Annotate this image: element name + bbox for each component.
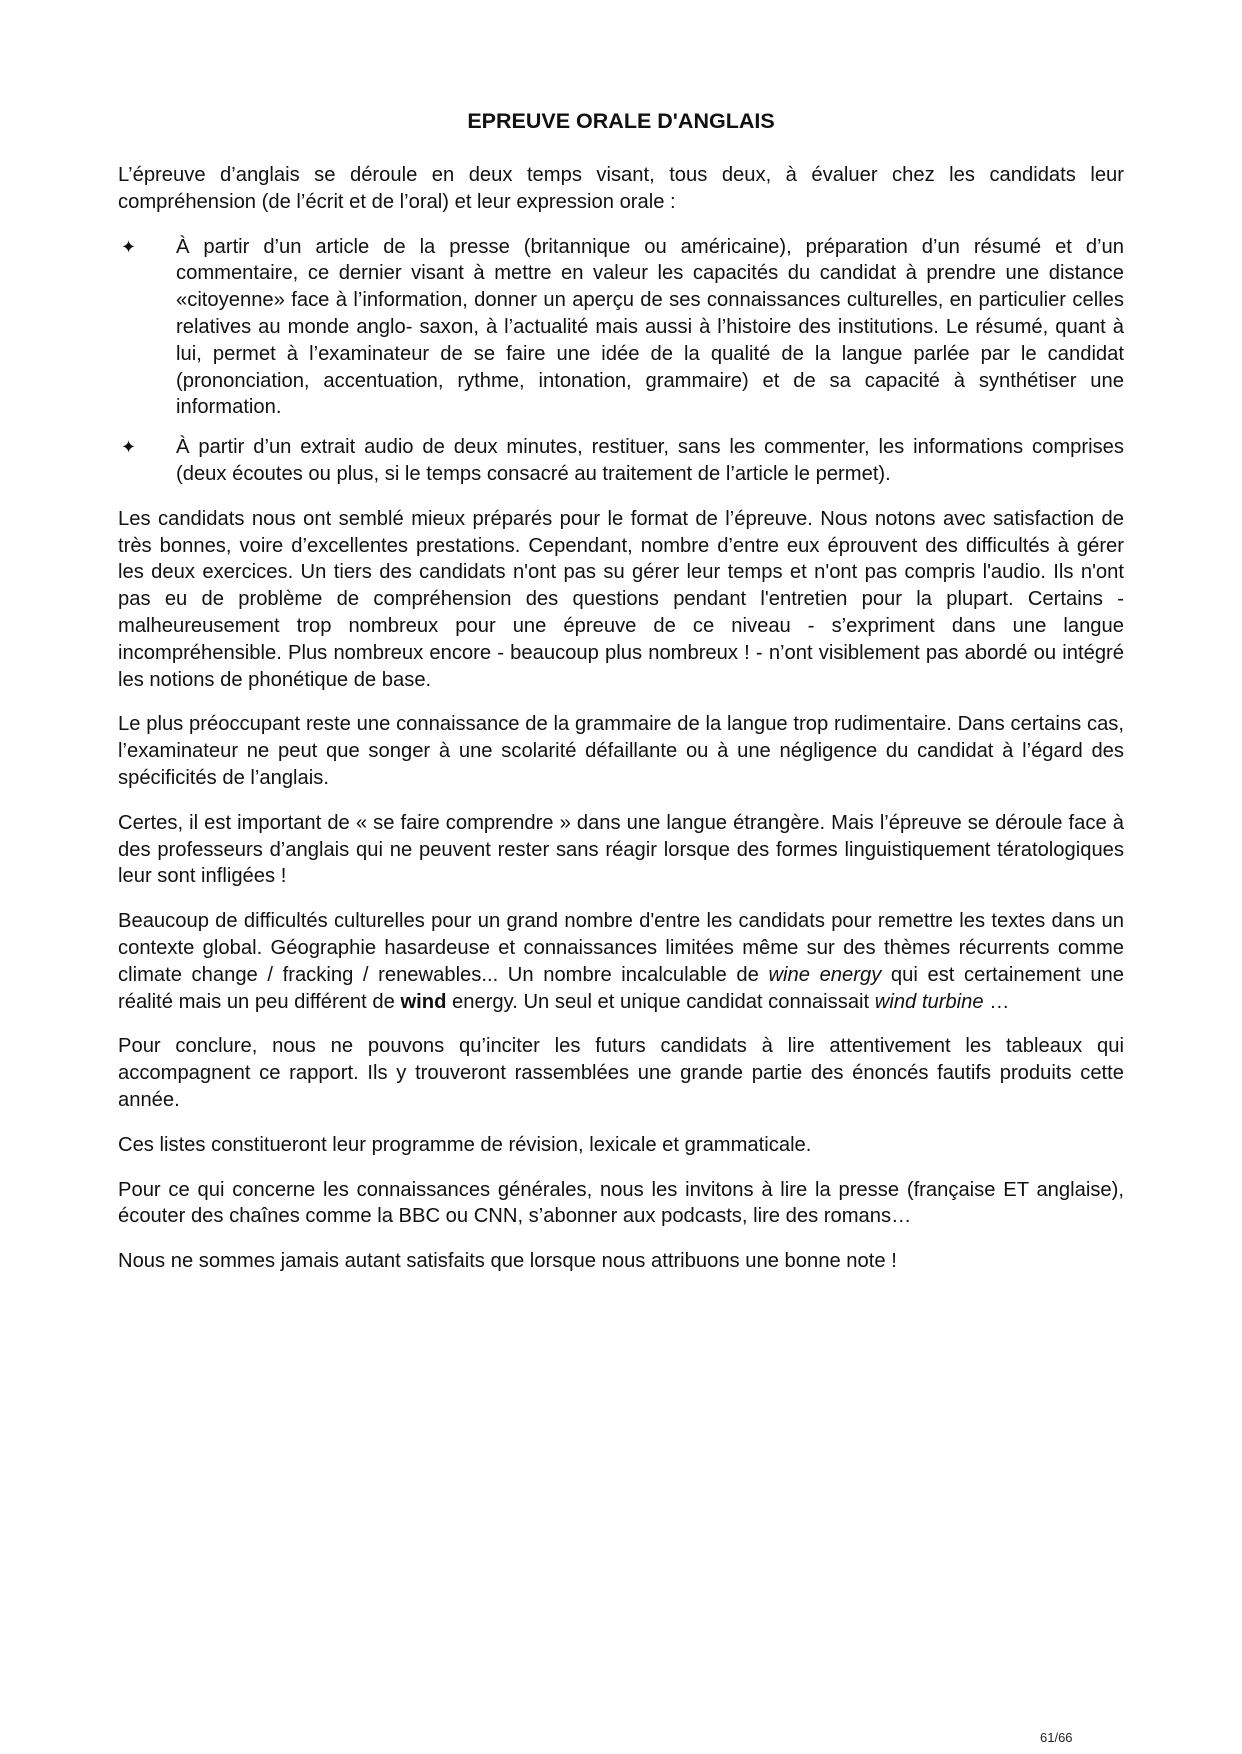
paragraph-conclusion: Pour conclure, nous ne pouvons qu’inciter les futurs candidats à lire attentivement les tableaux qui accompagnent ce rapport. Ils y trouveront rassemblées une grande partie des énoncés fautifs produits cette année.	[118, 1035, 1124, 1111]
italic-term: wind turbine	[874, 990, 984, 1013]
list-item	[118, 434, 1124, 488]
page-title: EPREUVE ORALE D'ANGLAIS	[467, 109, 775, 133]
paragraph-general-knowledge: Pour ce qui concerne les connaissances générales, nous les invitons à lire la presse (française ET anglaise), écouter des chaînes comme la BBC ou CNN, s’abonner aux podcasts, lire des romans…	[118, 1178, 1124, 1228]
document-body	[118, 162, 1124, 1293]
text-run: Beaucoup de difficultés culturelles pour un grand nombre d'entre les candidats pour remettre les textes dans un contexte global. Géographie hasardeuse et connaissances limitées même sur des thèmes récurrents comme climate change / fracking / renewables... Un nombre incalculable de	[118, 910, 1124, 986]
paragraph-closing: Nous ne sommes jamais autant satisfaits que lorsque nous attribuons une bonne note !	[118, 1250, 897, 1273]
page-number: 61/66	[1040, 1730, 1073, 1745]
list-item-text: À partir d’un extrait audio de deux minutes, restituer, sans les commenter, les informations comprises (deux écoutes ou plus, si le temps consacré au traitement de l’article le permet).	[176, 436, 1124, 485]
text-run: qui est certainement une réalité mais un peu différent de	[118, 963, 1125, 1013]
italic-term: wine energy	[768, 963, 882, 986]
paragraph-preparation: Les candidats nous ont semblé mieux préparés pour le format de l’épreuve. Nous notons avec satisfaction de très bonnes, voire d’excellentes prestations. Cependant, nombre d’entre eux éprouvent des difficultés à gérer les deux exercices. Un tiers des candidats n'ont pas su gérer leur temps et n'ont pas compris l'audio. Ils n'ont pas eu de problème de compréhension des questions pendant l'entretien pour la plupart. Certains - malheureusement trop nombreux pour une épreuve de ce niveau - s’expriment dans une langue incompréhensible. Plus nombreux encore - beaucoup plus nombreux ! - n’ont visiblement pas abordé ou intégré les notions de phonétique de base.	[118, 507, 1124, 691]
paragraph-culture	[118, 908, 1124, 1015]
paragraph-comprehension: Certes, il est important de « se faire comprendre » dans une langue étrangère. Mais l’épreuve se déroule face à des professeurs d’anglais qui ne peuvent rester sans réagir lorsque des formes linguistiquement tératologiques leur sont infligées !	[118, 811, 1124, 888]
star-bullet-icon: ✦	[121, 236, 137, 257]
text-run: …	[983, 990, 1010, 1013]
text-run: energy. Un seul et unique candidat connaissait	[446, 990, 875, 1013]
list-item-text: À partir d’un article de la presse (britannique ou américaine), préparation d’un résumé et d’un commentaire, ce dernier visant à mettre en valeur les capacités du candidat à prendre une distance «citoyenne» face à l’information, donner un aperçu de ses connaissances culturelles, en particulier celles relatives au monde anglo- saxon, à l’actualité mais aussi à l’histoire des institutions. Le résumé, quant à lui, permet à l’examinateur de se faire une idée de la qualité de la langue parlée par le candidat (prononciation, accentuation, rythme, intonation, grammaire) et de sa capacité à synthétiser une information.	[176, 235, 1124, 419]
exercise-list	[118, 234, 1124, 488]
star-bullet-icon: ✦	[121, 437, 137, 458]
bold-term: wind	[400, 990, 447, 1013]
paragraph-lists: Ces listes constitueront leur programme de révision, lexicale et grammaticale.	[118, 1133, 812, 1156]
intro-paragraph: L’épreuve d’anglais se déroule en deux temps visant, tous deux, à évaluer chez les candidats leur compréhension (de l’écrit et de l’oral) et leur expression orale :	[118, 164, 1124, 213]
list-item	[118, 234, 1124, 422]
paragraph-grammar: Le plus préoccupant reste une connaissance de la grammaire de la langue trop rudimentaire. Dans certains cas, l’examinateur ne peut que songer à une scolarité défaillante ou à une négligence du candidat à l’égard des spécificités de l’anglais.	[118, 713, 1124, 789]
